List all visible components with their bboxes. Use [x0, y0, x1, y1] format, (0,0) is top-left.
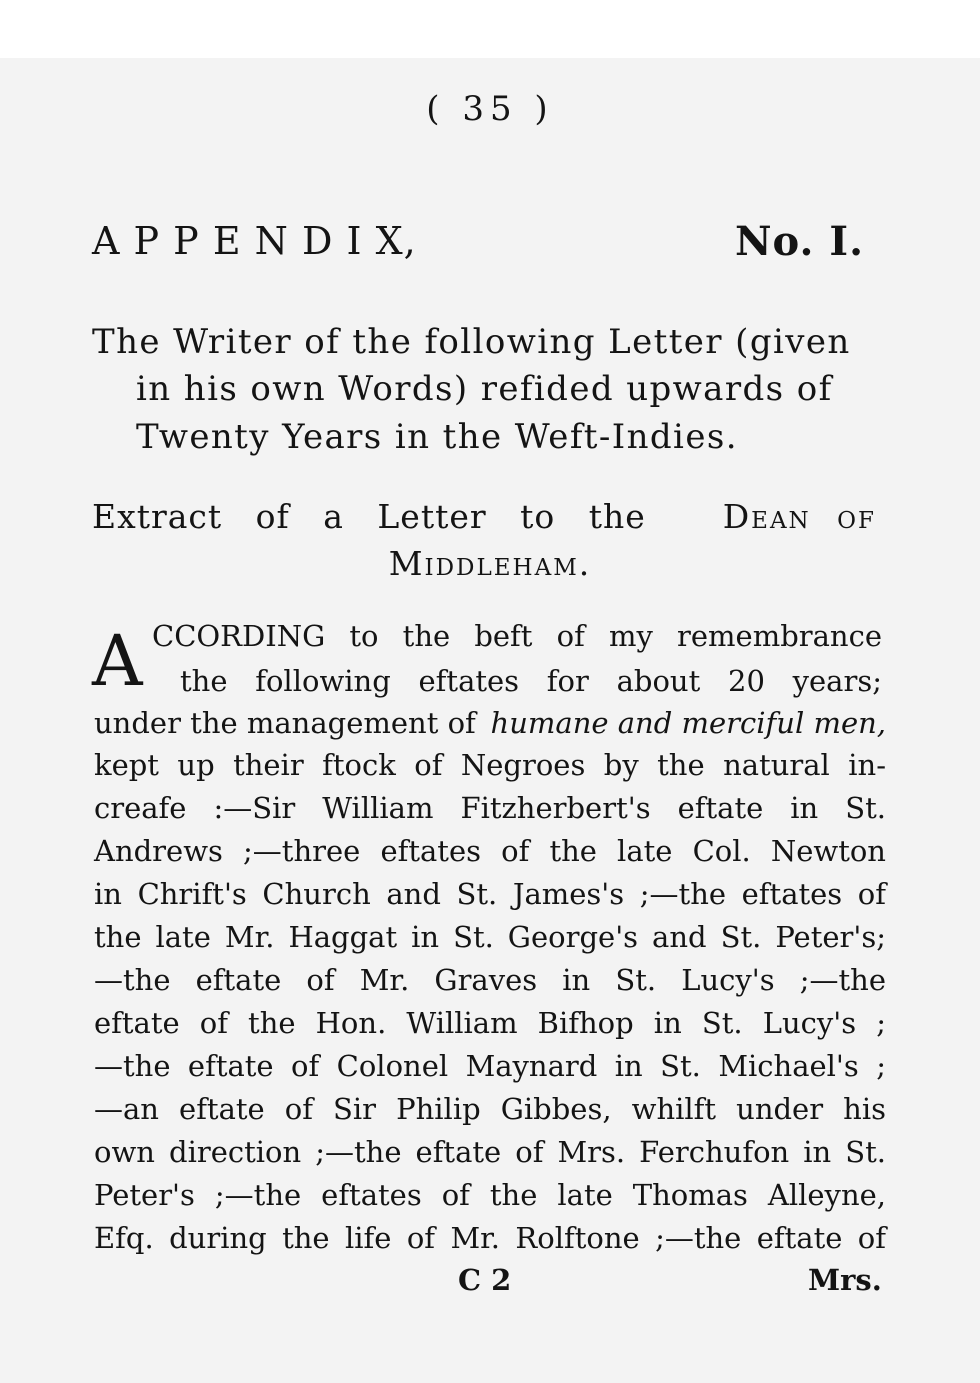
letter-line-1: CCORDING to the beft of my remembrance — [152, 619, 882, 653]
letter-line-15: Efq. during the life of Mr. Rolftone ;—the eftate of — [94, 1221, 886, 1255]
letter-line-11: —the eftate of Colonel Maynard in St. Michael's ; — [94, 1049, 886, 1083]
letter-line-5: creafe :—Sir William Fitzherbert's eftate in St. — [94, 791, 886, 825]
appendix-heading — [92, 218, 864, 265]
letter-line-14: Peter's ;—the eftates of the late Thomas Alleyne, — [94, 1178, 886, 1212]
catchword: Mrs. — [808, 1263, 882, 1297]
letter-line-8: the late Mr. Haggat in St. George's and St. Peter's; — [94, 920, 886, 954]
letter-line-3-prefix: under the management of — [94, 706, 476, 740]
letter-line-7: in Chrift's Church and St. James's ;—the eftates of — [94, 877, 886, 911]
intro-line-1: The Writer of the following Letter (given — [92, 322, 851, 362]
letter-line-3-italic: humane and merciful men, — [490, 706, 886, 740]
drop-cap: A — [92, 620, 143, 702]
letter-line-6: Andrews ;—three eftates of the late Col. Newton — [94, 834, 886, 868]
signature-mark: C 2 — [458, 1263, 512, 1297]
intro-line-3: Twenty Years in the Weft-Indies. — [136, 417, 738, 457]
appendix-label: A P P E N D I X, — [92, 219, 417, 263]
appendix-number: No. I. — [734, 218, 864, 265]
extract-heading-dean: Dean of — [722, 497, 876, 536]
letter-line-3 — [94, 706, 886, 740]
intro-line-2: in his own Words) refided upwards of — [136, 369, 833, 409]
letter-line-9: —the eftate of Mr. Graves in St. Lucy's ;—the — [94, 963, 886, 997]
letter-line-10: eftate of the Hon. William Bifhop in St. Lucy's ; — [94, 1006, 886, 1040]
page-number: ( 35 ) — [426, 89, 554, 129]
letter-line-2: the following eftates for about 20 years; — [180, 664, 882, 698]
letter-line-4: kept up their ftock of Negroes by the natural in- — [94, 748, 886, 782]
scan-top-margin — [0, 0, 980, 58]
extract-heading-prefix: Extract of a Letter to the — [92, 497, 646, 536]
extract-heading-line-2: Middleham. — [388, 544, 592, 583]
letter-line-13: own direction ;—the eftate of Mrs. Ferchufon in St. — [94, 1135, 886, 1169]
letter-line-12: —an eftate of Sir Philip Gibbes, whilft under his — [94, 1092, 886, 1126]
extract-heading-line-1 — [92, 497, 876, 536]
